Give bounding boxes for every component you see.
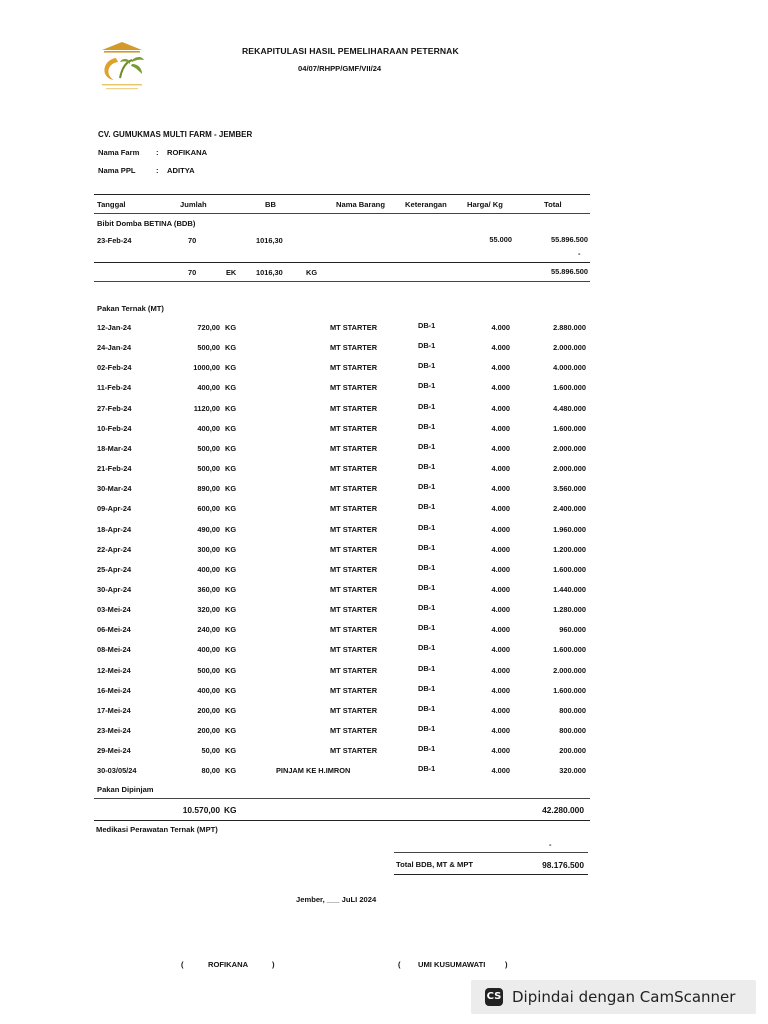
pakan-qty: 890,00 (197, 484, 220, 493)
pakan-qty: 200,00 (197, 706, 220, 715)
pakan-price: 4.000 (491, 484, 510, 493)
pakan-total: 1.200.000 (553, 545, 586, 554)
pakan-qty: 720,00 (197, 323, 220, 332)
pakan-unit: KG (225, 545, 237, 554)
pakan-total: 1.600.000 (553, 565, 586, 574)
pakan-price: 4.000 (491, 625, 510, 634)
pakan-price: 4.000 (491, 746, 510, 755)
pakan-unit: KG (225, 343, 237, 352)
pakan-unit: KG (225, 605, 237, 614)
pakan-note: DB-1 (418, 583, 436, 592)
pakan-item: MT STARTER (330, 666, 378, 675)
pakan-sum-unit: KG (224, 805, 237, 815)
pakan-price: 4.000 (491, 645, 510, 654)
pakan-rule-bottom (94, 820, 590, 821)
pakan-note: DB-1 (418, 603, 436, 612)
pakan-total: 1.280.000 (553, 605, 586, 614)
pakan-unit: KG (225, 464, 237, 473)
pakan-unit: KG (225, 323, 237, 332)
pakan-date: 12-Mei-24 (97, 666, 131, 675)
pakan-note: DB-1 (418, 402, 436, 411)
pakan-total: 2.400.000 (553, 504, 586, 513)
pakan-date: 30-Apr-24 (97, 585, 132, 594)
pakan-date: 25-Apr-24 (97, 565, 132, 574)
table-top-rule (94, 194, 590, 195)
pakan-price: 4.000 (491, 706, 510, 715)
pakan-item: MT STARTER (330, 746, 378, 755)
pakan-date: 27-Feb-24 (97, 404, 132, 413)
pakan-price: 4.000 (491, 343, 510, 352)
pakan-note: DB-1 (418, 361, 436, 370)
pakan-date: 11-Feb-24 (97, 383, 132, 392)
grand-rule-bottom (394, 874, 588, 875)
bibit-total: 55.896.500 (551, 235, 588, 244)
pakan-sum-qty: 10.570,00 (182, 805, 220, 815)
pakan-qty: 500,00 (197, 343, 220, 352)
pakan-total: 3.560.000 (553, 484, 586, 493)
pakan-qty: 400,00 (197, 686, 220, 695)
bibit-sum-unit: EK (226, 268, 237, 277)
document-number: 04/07/RHPP/GMF/VII/24 (298, 64, 382, 73)
meta-label: Nama PPL (98, 166, 136, 175)
pakan-unit: KG (225, 444, 237, 453)
pakan-date: 18-Apr-24 (97, 525, 132, 534)
pakan-item: MT STARTER (330, 605, 378, 614)
col-header-keterangan: Keterangan (405, 200, 447, 209)
pakan-note: DB-1 (418, 462, 436, 471)
pakan-unit: KG (225, 565, 237, 574)
pakan-unit: KG (225, 424, 237, 433)
pakan-price: 4.000 (491, 504, 510, 513)
meta-value: ROFIKANA (167, 148, 208, 157)
pakan-item: MT STARTER (330, 343, 378, 352)
camscanner-icon: CS (485, 988, 503, 1006)
pakan-note: DB-1 (418, 422, 436, 431)
pakan-note: DB-1 (418, 442, 436, 451)
pakan-note: DB-1 (418, 704, 436, 713)
pakan-price: 4.000 (491, 686, 510, 695)
pakan-date: 08-Mei-24 (97, 645, 131, 654)
pakan-item: MT STARTER (330, 504, 378, 513)
pakan-item: MT STARTER (330, 383, 378, 392)
pakan-unit: KG (225, 746, 237, 755)
signature-close-1: ) (272, 960, 275, 969)
pakan-qty: 600,00 (197, 504, 220, 513)
pakan-total: 1.600.000 (553, 686, 586, 695)
pakan-price: 4.000 (491, 726, 510, 735)
pakan-item: MT STARTER (330, 323, 378, 332)
company-name: CV. GUMUKMAS MULTI FARM - JEMBER (98, 130, 253, 139)
signature-open-1: ( (181, 960, 184, 969)
bibit-sum-rule (94, 281, 590, 282)
bibit-dash: - (578, 249, 581, 258)
pakan-unit: KG (225, 484, 237, 493)
pakan-total: 960.000 (559, 625, 586, 634)
pakan-qty: 50,00 (201, 746, 220, 755)
pakan-price: 4.000 (491, 444, 510, 453)
pakan-total: 2.000.000 (553, 343, 586, 352)
bibit-qty: 70 (188, 236, 197, 245)
pakan-unit: KG (225, 766, 237, 775)
mpt-dash: - (549, 840, 552, 849)
pakan-item: MT STARTER (330, 444, 378, 453)
signature-name-2: UMI KUSUMAWATI (418, 960, 486, 969)
pakan-price: 4.000 (491, 666, 510, 675)
pakan-item: MT STARTER (330, 545, 378, 554)
pakan-total: 1.960.000 (553, 525, 586, 534)
pakan-total: 2.000.000 (553, 464, 586, 473)
pakan-qty: 80,00 (201, 766, 220, 775)
pakan-note: DB-1 (418, 341, 436, 350)
bibit-rule (94, 262, 590, 263)
pakan-qty: 360,00 (197, 585, 220, 594)
pakan-date: 21-Feb-24 (97, 464, 132, 473)
meta-separator: : (156, 166, 159, 175)
pakan-item: MT STARTER (330, 363, 378, 372)
camscanner-text: Dipindai dengan CamScanner (512, 988, 736, 1006)
pakan-note: DB-1 (418, 724, 436, 733)
pakan-qty: 200,00 (197, 726, 220, 735)
pakan-item: MT STARTER (330, 404, 378, 413)
signature-open-2: ( (398, 960, 401, 969)
col-header-tanggal: Tanggal (97, 200, 126, 209)
pakan-unit: KG (225, 363, 237, 372)
pakan-total: 2.880.000 (553, 323, 586, 332)
pakan-item: PINJAM KE H.IMRON (276, 766, 351, 775)
col-header-harga: Harga/ Kg (467, 200, 503, 209)
pakan-rule-top (94, 798, 590, 799)
pakan-price: 4.000 (491, 545, 510, 554)
pakan-date: 12-Jan-24 (97, 323, 132, 332)
pakan-item: MT STARTER (330, 484, 378, 493)
pakan-date: 23-Mei-24 (97, 726, 131, 735)
pakan-price: 4.000 (491, 404, 510, 413)
pakan-note: DB-1 (418, 381, 436, 390)
col-header-jumlah: Jumlah (180, 200, 207, 209)
pakan-note: DB-1 (418, 563, 436, 572)
pakan-date: 18-Mar-24 (97, 444, 132, 453)
pakan-item: MT STARTER (330, 726, 378, 735)
pakan-date: 30-Mar-24 (97, 484, 132, 493)
pakan-qty: 490,00 (197, 525, 220, 534)
pakan-total: 4.000.000 (553, 363, 586, 372)
company-logo-icon (96, 40, 148, 96)
pakan-unit: KG (225, 726, 237, 735)
bibit-sum-bb-unit: KG (306, 268, 318, 277)
pakan-unit: KG (225, 666, 237, 675)
pakan-unit: KG (225, 585, 237, 594)
meta-farm (98, 148, 298, 160)
pakan-date: 17-Mei-24 (97, 706, 131, 715)
pakan-qty: 1000,00 (193, 363, 220, 372)
meta-label: Nama Farm (98, 148, 140, 157)
pakan-note: DB-1 (418, 543, 436, 552)
pakan-qty: 1120,00 (193, 404, 220, 413)
pakan-total: 800.000 (559, 726, 586, 735)
pakan-date: 16-Mei-24 (97, 686, 131, 695)
pakan-price: 4.000 (491, 605, 510, 614)
col-header-nama-barang: Nama Barang (336, 200, 385, 209)
pakan-item: MT STARTER (330, 625, 378, 634)
pakan-qty: 400,00 (197, 645, 220, 654)
pakan-total: 1.600.000 (553, 645, 586, 654)
bibit-sum-total: 55.896.500 (551, 267, 588, 276)
pakan-price: 4.000 (491, 363, 510, 372)
pakan-qty: 500,00 (197, 464, 220, 473)
pakan-item: MT STARTER (330, 585, 378, 594)
pakan-total: 320.000 (559, 766, 586, 775)
bibit-bb: 1016,30 (256, 236, 283, 245)
signature-close-2: ) (505, 960, 508, 969)
pakan-total: 4.480.000 (553, 404, 586, 413)
grand-total-value: 98.176.500 (542, 860, 584, 870)
pakan-qty: 300,00 (197, 545, 220, 554)
pakan-date: 10-Feb-24 (97, 424, 132, 433)
pakan-date: 03-Mei-24 (97, 605, 131, 614)
pakan-date: 06-Mei-24 (97, 625, 131, 634)
place-date: Jember, ___ JuLI 2024 (296, 895, 377, 904)
pakan-total: 2.000.000 (553, 666, 586, 675)
section-pakan: Pakan Ternak (MT) (97, 304, 164, 313)
signature-name-1: ROFIKANA (208, 960, 249, 969)
pakan-qty: 500,00 (197, 666, 220, 675)
pakan-unit: KG (225, 625, 237, 634)
pakan-price: 4.000 (491, 525, 510, 534)
pakan-price: 4.000 (491, 565, 510, 574)
bibit-price: 55.000 (489, 235, 512, 244)
pakan-total: 1.600.000 (553, 424, 586, 433)
pakan-item: MT STARTER (330, 464, 378, 473)
pakan-price: 4.000 (491, 585, 510, 594)
pakan-borrowed-label: Pakan Dipinjam (97, 785, 154, 794)
meta-value: ADITYA (167, 166, 195, 175)
pakan-note: DB-1 (418, 744, 436, 753)
section-bibit: Bibit Domba BETINA (BDB) (97, 219, 196, 228)
pakan-qty: 240,00 (197, 625, 220, 634)
pakan-unit: KG (225, 706, 237, 715)
pakan-note: DB-1 (418, 623, 436, 632)
section-mpt: Medikasi Perawatan Ternak (MPT) (96, 825, 218, 834)
col-header-total: Total (544, 200, 562, 209)
pakan-note: DB-1 (418, 684, 436, 693)
pakan-price: 4.000 (491, 383, 510, 392)
pakan-total: 200.000 (559, 746, 586, 755)
header-bottom-rule (94, 213, 590, 214)
pakan-price: 4.000 (491, 464, 510, 473)
pakan-note: DB-1 (418, 764, 436, 773)
document-title: REKAPITULASI HASIL PEMELIHARAAN PETERNAK (242, 46, 459, 56)
bibit-sum-qty: 70 (188, 268, 197, 277)
pakan-note: DB-1 (418, 664, 436, 673)
pakan-item: MT STARTER (330, 706, 378, 715)
camscanner-watermark (471, 980, 756, 1014)
pakan-total: 2.000.000 (553, 444, 586, 453)
pakan-unit: KG (225, 404, 237, 413)
pakan-price: 4.000 (491, 323, 510, 332)
pakan-total: 1.440.000 (553, 585, 586, 594)
pakan-date: 24-Jan-24 (97, 343, 132, 352)
pakan-note: DB-1 (418, 502, 436, 511)
meta-ppl (98, 166, 298, 178)
pakan-unit: KG (225, 525, 237, 534)
meta-separator: : (156, 148, 159, 157)
pakan-total: 800.000 (559, 706, 586, 715)
bibit-date: 23-Feb-24 (97, 236, 132, 245)
pakan-item: MT STARTER (330, 525, 378, 534)
pakan-date: 30-03/05/24 (97, 766, 137, 775)
pakan-price: 4.000 (491, 766, 510, 775)
bibit-sum-bb: 1016,30 (256, 268, 283, 277)
pakan-date: 29-Mei-24 (97, 746, 131, 755)
grand-total-label: Total BDB, MT & MPT (396, 860, 474, 869)
pakan-qty: 400,00 (197, 383, 220, 392)
pakan-unit: KG (225, 686, 237, 695)
pakan-date: 09-Apr-24 (97, 504, 132, 513)
pakan-date: 02-Feb-24 (97, 363, 132, 372)
pakan-sum-total: 42.280.000 (542, 805, 584, 815)
pakan-qty: 400,00 (197, 424, 220, 433)
grand-rule-top (394, 852, 588, 853)
pakan-price: 4.000 (491, 424, 510, 433)
pakan-note: DB-1 (418, 643, 436, 652)
col-header-bb: BB (265, 200, 276, 209)
pakan-total: 1.600.000 (553, 383, 586, 392)
pakan-unit: KG (225, 645, 237, 654)
pakan-item: MT STARTER (330, 565, 378, 574)
pakan-note: DB-1 (418, 523, 436, 532)
pakan-qty: 400,00 (197, 565, 220, 574)
pakan-note: DB-1 (418, 321, 436, 330)
pakan-unit: KG (225, 383, 237, 392)
pakan-qty: 500,00 (197, 444, 220, 453)
pakan-note: DB-1 (418, 482, 436, 491)
pakan-qty: 320,00 (197, 605, 220, 614)
pakan-item: MT STARTER (330, 424, 378, 433)
pakan-item: MT STARTER (330, 686, 378, 695)
pakan-item: MT STARTER (330, 645, 378, 654)
pakan-unit: KG (225, 504, 237, 513)
pakan-date: 22-Apr-24 (97, 545, 132, 554)
